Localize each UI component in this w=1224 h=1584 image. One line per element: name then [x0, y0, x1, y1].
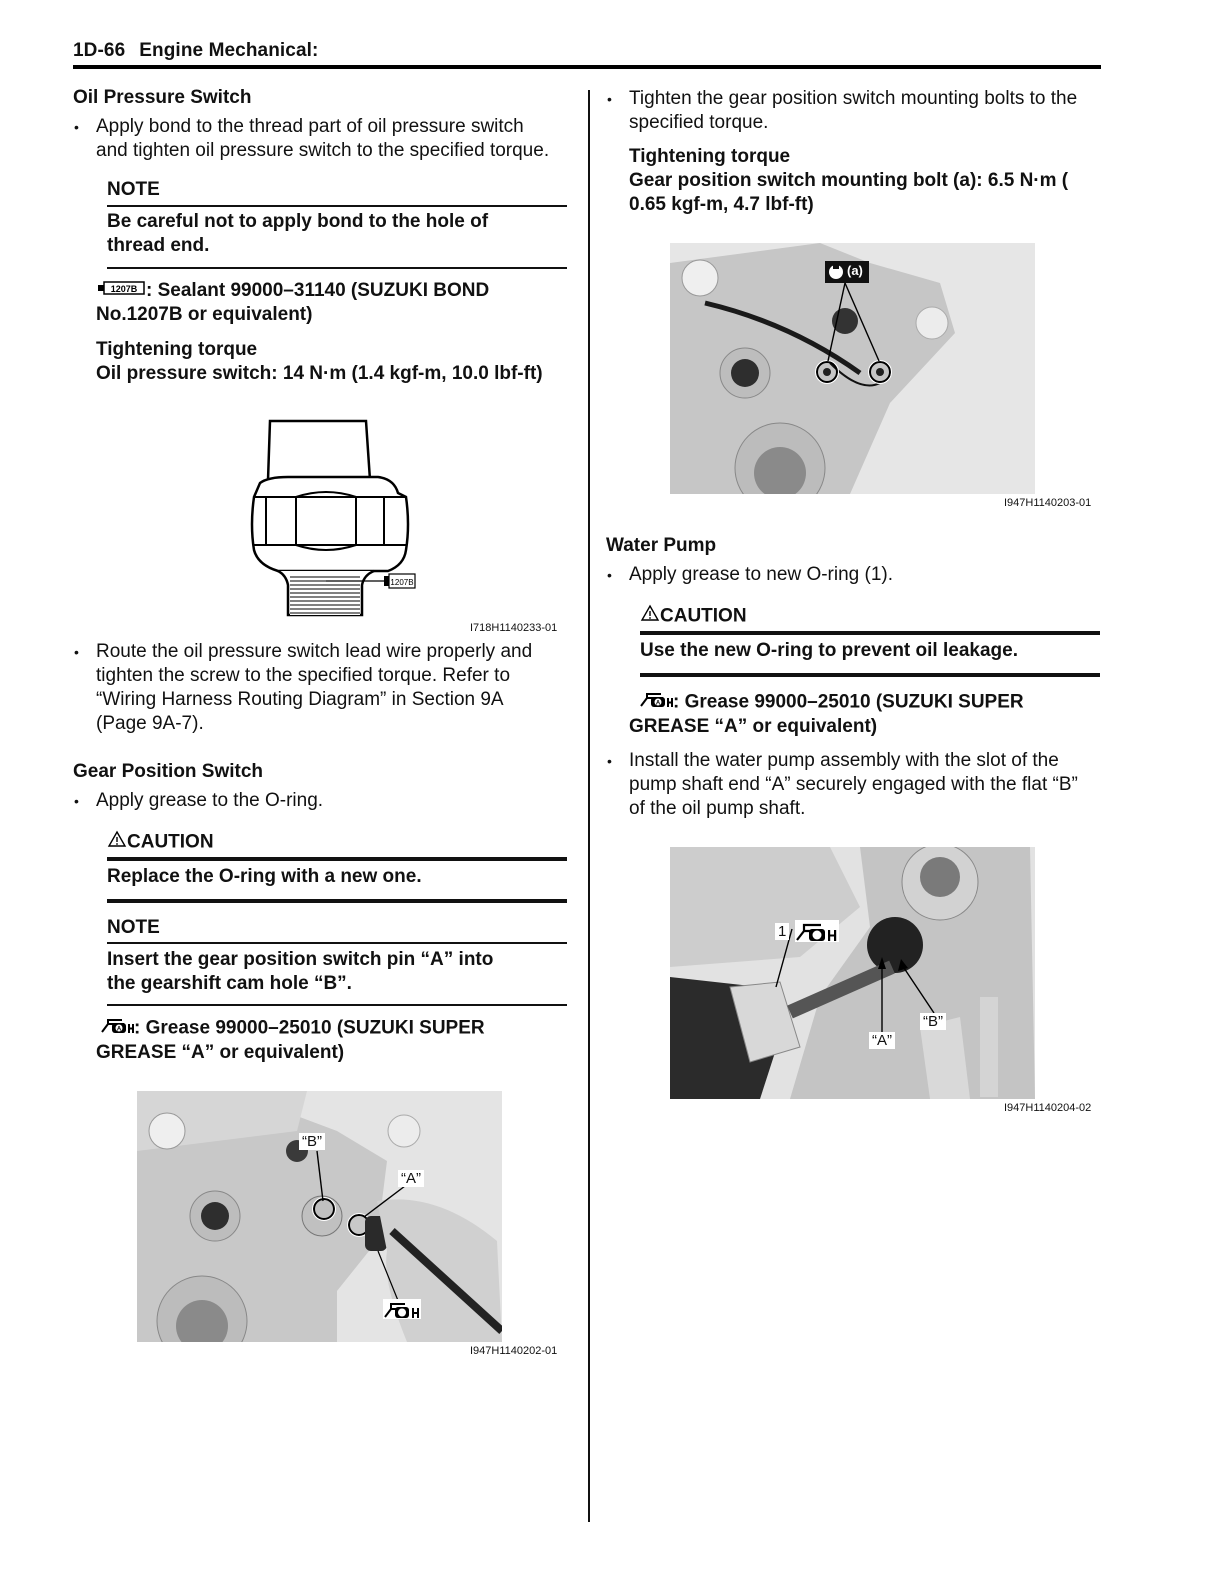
- torque-title: Tightening torque: [96, 339, 258, 360]
- text-line: Tighten the gear position switch mounting bolts to the: [629, 88, 1078, 109]
- figure-caption: I947H1140204-02: [1004, 1102, 1092, 1114]
- note-text: [107, 210, 567, 258]
- torque-value: Oil pressure switch: 14 N·m (1.4 kgf-m, 10.0 lbf-ft): [96, 363, 543, 384]
- photo-label-1: 1: [775, 923, 789, 940]
- note-rule-bottom: [107, 267, 567, 269]
- photo-water-pump: [670, 847, 1035, 1099]
- torque-value: Gear position switch mounting bolt (a): 6.5 N·m (: [629, 170, 1069, 191]
- text-line: the gearshift cam hole “B”.: [107, 973, 352, 994]
- bullet-tighten-bolts: [607, 87, 1109, 135]
- text-line: pump shaft end “A” securely engaged with the flat “B”: [629, 774, 1078, 795]
- warning-triangle-icon: [640, 604, 660, 629]
- photo-gear-position-switch: [137, 1091, 502, 1342]
- figure-caption: I947H1140203-01: [1004, 497, 1092, 509]
- page-number: 1D-66: [73, 40, 126, 61]
- text-line: and tighten oil pressure switch to the specified torque.: [96, 140, 550, 161]
- figure-caption: I718H1140233-01: [470, 622, 558, 634]
- svg-text:A: A: [655, 700, 661, 707]
- caution-title: [107, 830, 214, 855]
- figure-caption: I947H1140202-01: [470, 1345, 558, 1357]
- bullet-dot: •: [607, 753, 612, 769]
- text-line: GREASE “A” or equivalent): [629, 716, 878, 737]
- torque-title: Tightening torque: [629, 146, 791, 167]
- caution-text: Use the new O-ring to prevent oil leakage.: [640, 640, 1018, 661]
- text-line: Apply grease to the O-ring.: [96, 790, 324, 811]
- caution-label: CAUTION: [660, 605, 747, 627]
- header-rule: [73, 65, 1101, 69]
- photo-label-b: “B”: [299, 1133, 325, 1150]
- bullet-route-lead-wire: [74, 640, 576, 736]
- text-line: Insert the gear position switch pin “A” into: [107, 949, 494, 970]
- grease-spec: [96, 1016, 576, 1065]
- bullet-dot: •: [74, 793, 79, 809]
- caution-rule-top: [107, 857, 567, 861]
- photo-label-b: “B”: [920, 1013, 946, 1030]
- caution-label: CAUTION: [127, 831, 214, 853]
- text-line: (Page 9A-7).: [96, 713, 204, 734]
- section-title: Engine Mechanical:: [139, 40, 319, 61]
- section-heading-oil-pressure-switch: Oil Pressure Switch: [73, 87, 252, 108]
- oil-pressure-switch-diagram: [228, 415, 428, 620]
- grease-spec: [629, 690, 1109, 739]
- photo-label-a-bolt: (a): [847, 263, 863, 278]
- text-line: Apply grease to new O-ring (1).: [629, 564, 894, 585]
- note-title: NOTE: [107, 917, 160, 938]
- figure-tag-1207b: 1207B: [390, 578, 414, 587]
- warning-triangle-icon: [107, 830, 127, 855]
- photo-label-a: “A”: [869, 1032, 895, 1049]
- text-line: Apply bond to the thread part of oil pressure switch: [96, 116, 524, 137]
- text-line: Route the oil pressure switch lead wire properly and: [96, 641, 533, 662]
- bullet-dot: •: [74, 644, 79, 660]
- torque-spec-mounting-bolt: [629, 145, 1109, 217]
- text-line: GREASE “A” or equivalent): [96, 1042, 345, 1063]
- text-line: thread end.: [107, 235, 210, 256]
- note-rule-top: [107, 205, 567, 207]
- photo-gear-switch-bolts: [670, 243, 1035, 494]
- text-line: : Sealant 99000–31140 (SUZUKI BOND: [146, 280, 490, 302]
- bullet-dot: •: [607, 567, 612, 583]
- page-header: [73, 40, 318, 62]
- caution-rule-bottom: [640, 673, 1100, 677]
- text-line: Be careful not to apply bond to the hole of: [107, 211, 489, 232]
- sealant-spec: [96, 279, 576, 327]
- text-line: Install the water pump assembly with the slot of the: [629, 750, 1059, 771]
- text-line: specified torque.: [629, 112, 769, 133]
- grease-a-icon: [639, 690, 673, 715]
- svg-text:A: A: [116, 1026, 122, 1033]
- bullet-dot: •: [607, 91, 612, 107]
- sealant-tube-icon: [96, 279, 146, 303]
- column-divider: [588, 90, 590, 1522]
- text-line: : Grease 99000–25010 (SUZUKI SUPER: [673, 691, 1024, 713]
- photo-label-a: “A”: [398, 1170, 424, 1187]
- section-heading-gear-position-switch: Gear Position Switch: [73, 761, 264, 782]
- text-line: tighten the screw to the specified torque. Refer to: [96, 665, 511, 686]
- caution-rule-top: [640, 631, 1100, 635]
- caution-title: [640, 604, 747, 629]
- note-text: [107, 948, 567, 996]
- caution-rule-bottom: [107, 899, 567, 903]
- bullet-apply-bond: [74, 115, 576, 163]
- note-title: NOTE: [107, 179, 160, 200]
- bullet-apply-grease: [74, 789, 576, 813]
- text-line: “Wiring Harness Routing Diagram” in Section 9A: [96, 689, 504, 710]
- bullet-install-water-pump: [607, 749, 1109, 821]
- section-heading-water-pump: Water Pump: [606, 535, 717, 556]
- note-rule-bottom: [107, 1004, 567, 1006]
- caution-text: Replace the O-ring with a new one.: [107, 866, 422, 887]
- bullet-dot: •: [74, 119, 79, 135]
- torque-spec-oil-pressure: [96, 338, 576, 386]
- text-line: of the oil pump shaft.: [629, 798, 806, 819]
- torque-value: 0.65 kgf-m, 4.7 lbf-ft): [629, 194, 814, 215]
- sealant-icon-label: 1207B: [110, 284, 138, 294]
- note-rule-top: [107, 942, 567, 944]
- grease-a-icon: [100, 1016, 134, 1041]
- bullet-apply-grease-oring: [607, 563, 1109, 587]
- text-line: : Grease 99000–25010 (SUZUKI SUPER: [134, 1017, 485, 1039]
- text-line: No.1207B or equivalent): [96, 304, 313, 326]
